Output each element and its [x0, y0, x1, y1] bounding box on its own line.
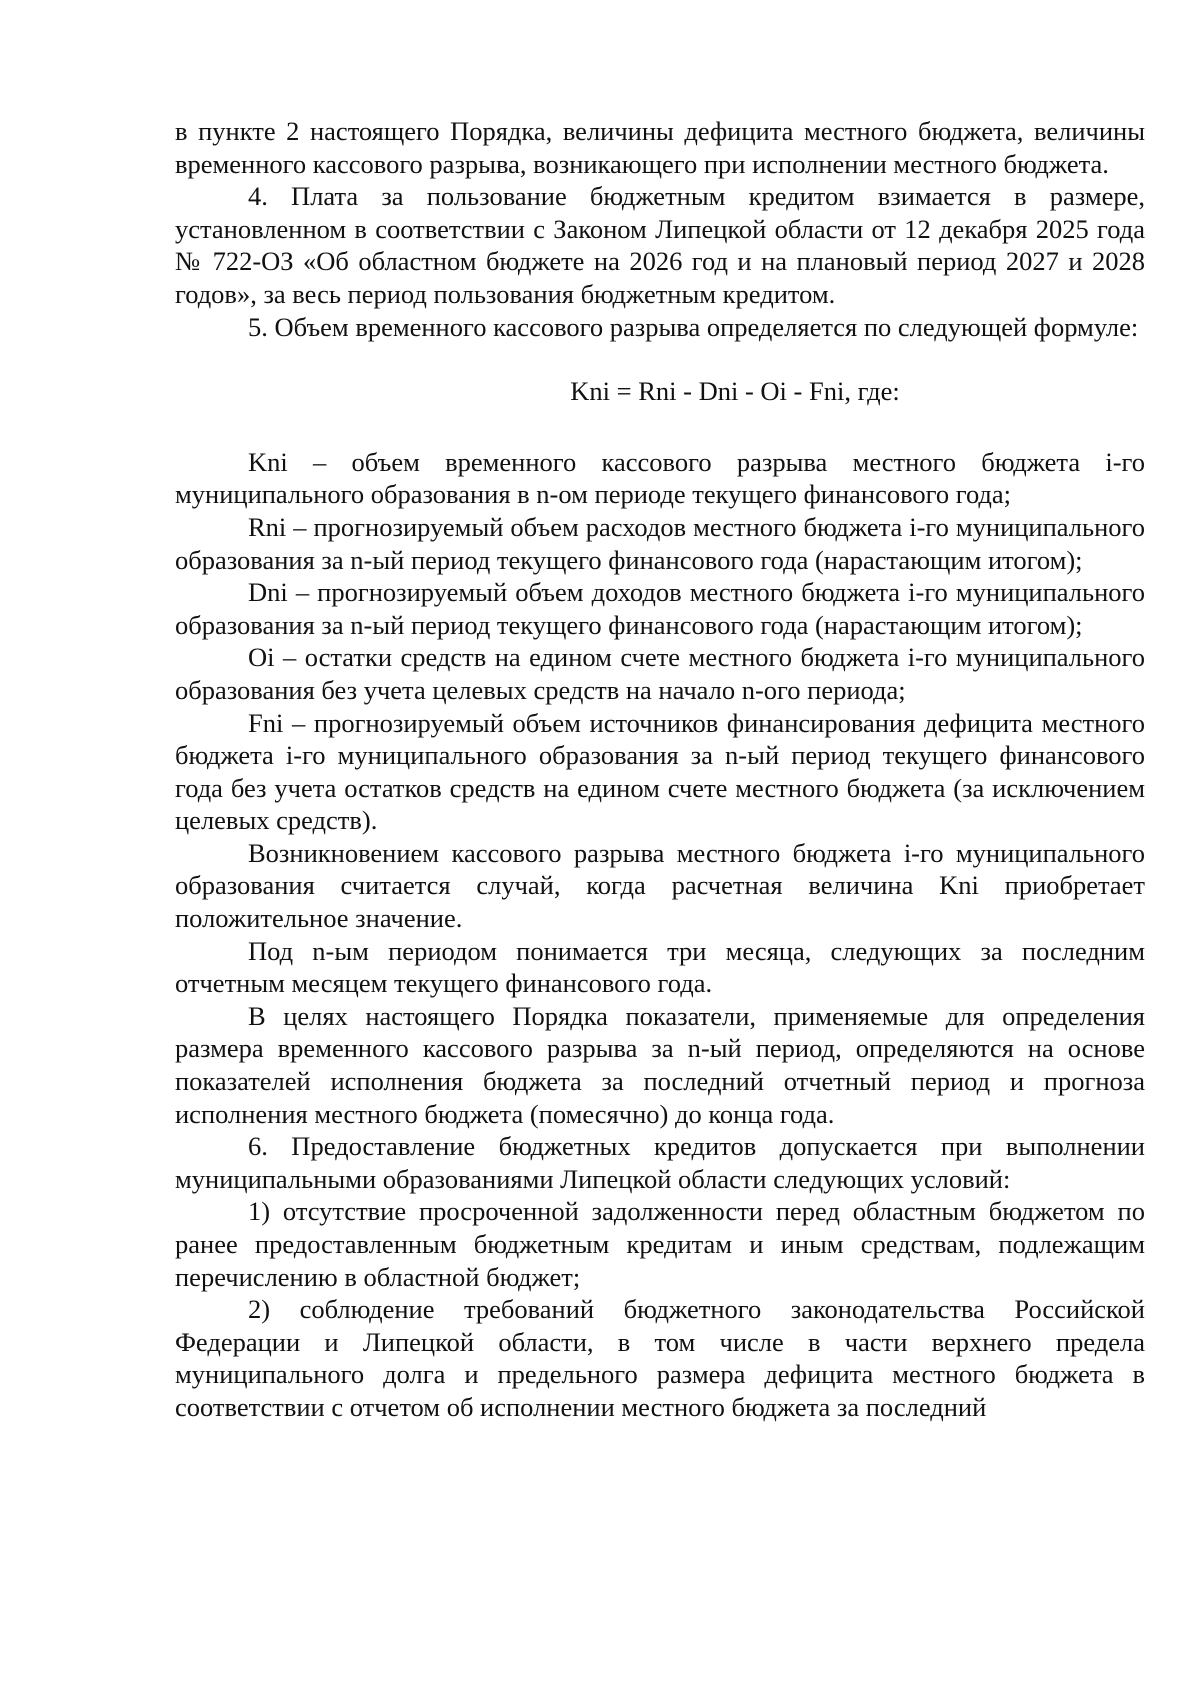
- paragraph-item-4: 4. Плата за пользование бюджетным кредитом взимается в размере, установленном в соответствии с Законом Липецкой области от 12 декабря 2025 года № 722-ОЗ «Об областном бюджете на 2026 год и на плановый период 2027 и 2028 годов», за весь период пользования бюджетным кредитом.: [175, 181, 1145, 309]
- paragraph-gap-occurrence: Возникновением кассового разрыва местного бюджета i-го муниципального образования считается случай, когда расчетная величина Kni приобретает положительное значение.: [175, 837, 1145, 934]
- paragraph-continuation: в пункте 2 настоящего Порядка, величины дефицита местного бюджета, величины временного кассового разрыва, возникающего при исполнении местного бюджета.: [175, 116, 1145, 179]
- paragraph-item-5: 5. Объем временного кассового разрыва определяется по следующей формуле:: [248, 311, 1139, 342]
- condition-2: 2) соблюдение требований бюджетного законодательства Российской Федерации и Липецкой области, в том числе в части верхнего предела муниципального долга и предельного размера дефицита местного бюджета в соответствии с отчетом об исполнении местного бюджета за последний: [175, 1294, 1145, 1422]
- definition-rni: Rni – прогнозируемый объем расходов местного бюджета i-го муниципального образования за n-ый период текущего финансового года (нарастающим итогом);: [175, 511, 1145, 575]
- paragraph-item-6: 6. Предоставление бюджетных кредитов допускается при выполнении муниципальными образованиями Липецкой области следующих условий:: [175, 1131, 1145, 1194]
- formula: Kni = Rni - Dni - Oi - Fni, где:: [570, 376, 900, 407]
- definition-dni: Dni – прогнозируемый объем доходов местного бюджета i-го муниципального образования за n-ый период текущего финансового года (нарастающим итогом);: [175, 577, 1145, 640]
- definition-fni: Fni – прогнозируемый объем источников финансирования дефицита местного бюджета i-го муниципального образования за n-ый период текущего финансового года без учета остатков средств на едином счете местного бюджета (за исключением целевых средств).: [175, 707, 1145, 836]
- paragraph-indicators: В целях настоящего Порядка показатели, применяемые для определения размера временного кассового разрыва за n-ый период, определяются на основе показателей исполнения бюджета за последний отчетный период и прогноза исполнения местного бюджета (помесячно) до конца года.: [175, 1000, 1145, 1129]
- definition-oi: Oi – остатки средств на едином счете местного бюджета i-го муниципального образования без учета целевых средств на начало n-ого периода;: [175, 642, 1145, 705]
- document-body: [175, 115, 1145, 1424]
- paragraph-n-period: Под n-ым периодом понимается три месяца, следующих за последним отчетным месяцем текущего финансового года.: [175, 935, 1145, 999]
- definition-kni: Kni – объем временного кассового разрыва местного бюджета i-го муниципального образования в n-ом периоде текущего финансового года;: [175, 446, 1145, 510]
- condition-1: 1) отсутствие просроченной задолженности перед областным бюджетом по ранее предоставленным бюджетным кредитам и иным средствам, подлежащим перечислению в областной бюджет;: [175, 1196, 1145, 1292]
